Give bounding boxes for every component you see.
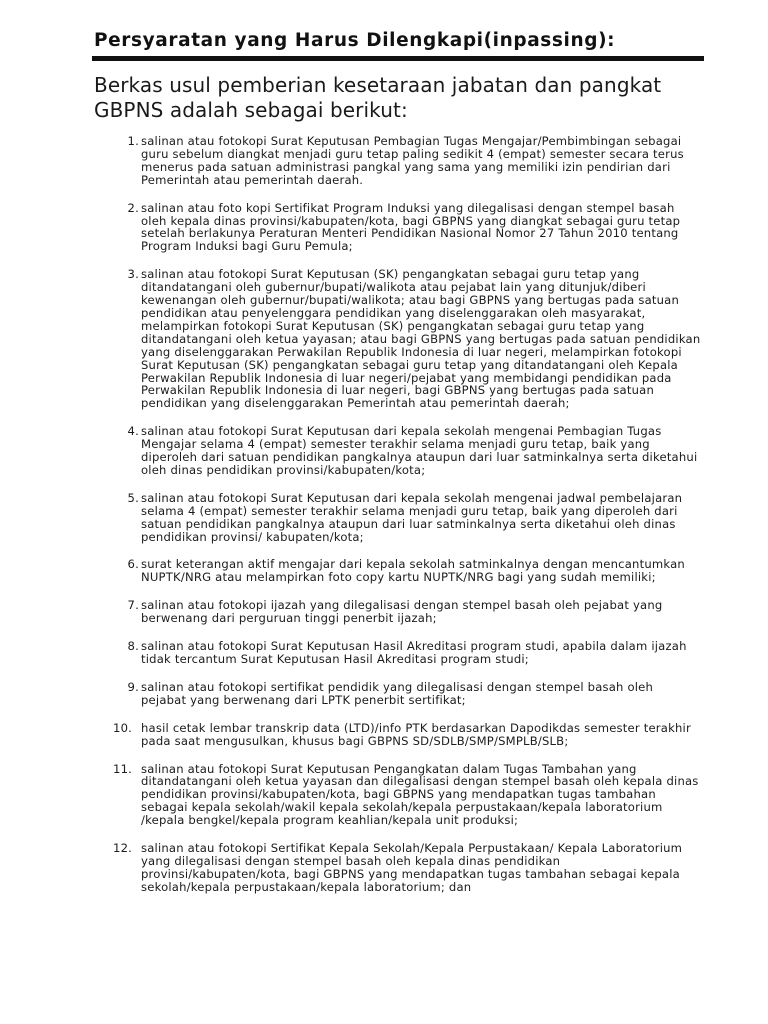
item-number: 12. [113,841,133,856]
requirements-list [94,135,704,894]
item-text: salinan atau fotokopi Surat Keputusan dari kepala sekolah mengenai Pembagian Tugas Mengajar selama 4 (empat) semester terakhir selama menjadi guru tetap, baik yang diperoleh dari satuan pendidikan pangkalnya ataupun dari luar satminkalnya serta diketahui oleh dinas pendidikan provinsi/kabupaten/kota; [141,424,698,477]
item-number: 3. [127,267,139,282]
item-number: 11. [113,761,133,776]
list-item [94,135,701,187]
list-item [94,492,701,544]
item-number: 4. [127,424,139,439]
list-item [94,681,701,707]
title-underline [92,56,704,61]
item-number: 5. [127,490,139,505]
item-number: 2. [127,200,139,215]
item-text: salinan atau fotokopi Surat Keputusan Hasil Akreditasi program studi, apabila dalam ijazah tidak tercantum Surat Keputusan Hasil Akreditasi program studi; [141,639,687,666]
page-title: Persyaratan yang Harus Dilengkapi(inpassing): [94,30,616,51]
item-text: salinan atau fotokopi sertifikat pendidik yang dilegalisasi dengan stempel basah oleh pejabat yang berwenang dari LPTK penerbit sertifikat; [141,679,654,707]
list-item [94,722,701,748]
item-number: 10. [113,720,133,735]
item-text: salinan atau fotokopi Surat Keputusan Pengangkatan dalam Tugas Tambahan yang ditandatangani oleh ketua yayasan dan dilegalisasi dengan stempel basah oleh kepala dinas pendidikan provinsi/kabupaten/kota, bagi GBPNS yang mendapatkan tugas tambahan sebagai kepala sekolah/wakil kepala sekolah/kepala perpustakaan/kepala laboratorium /kepala bengkel/kepala program keahlian/kepala unit produksi; [141,761,699,828]
item-text: salinan atau fotokopi Surat Keputusan Pembagian Tugas Mengajar/Pembimbingan sebagai guru sebelum diangkat menjadi guru tetap paling sedikit 4 (empat) semester secara terus menerus pada satuan administrasi pangkal yang sama yang memiliki izin pendirian dari Pemerintah atau pemerintah daerah. [141,134,684,187]
item-text: salinan atau fotokopi Sertifikat Kepala Sekolah/Kepala Perpustakaan/ Kepala Laboratorium yang dilegalisasi dengan stempel basah oleh kepala dinas pendidikan provinsi/kabupaten/kota, bagi GBPNS yang mendapatkan tugas tambahan sebagai kepala sekolah/kepala perpustakaan/kepala laboratorium; dan [141,841,683,894]
list-item [94,763,701,828]
item-text: hasil cetak lembar transkrip data (LTD)/info PTK berdasarkan Dapodikdas semester terakhir pada saat mengusulkan, khusus bagi GBPNS SD/SDLB/SMP/SMPLB/SLB; [141,720,691,748]
item-number: 7. [127,598,139,613]
list-item [94,640,701,666]
list-item [94,202,701,254]
list-item [94,268,701,410]
list-item [94,425,701,477]
item-text: surat keterangan aktif mengajar dari kepala sekolah satminkalnya dengan mencantumkan NUPTK/NRG atau melampirkan foto copy kartu NUPTK/NRG bagi yang sudah memiliki; [141,557,685,585]
list-item [94,558,701,584]
item-text: salinan atau fotokopi Surat Keputusan (SK) pengangkatan sebagai guru tetap yang ditandatangani oleh gubernur/bupati/walikota atau pejabat lain yang ditunjuk/diberi kewenangan oleh gubernur/bupati/walikota; atau bagi GBPNS yang bertugas pada satuan pendidikan atau penyelenggara pendidikan yang diselenggarakan oleh masyarakat, melampirkan fotokopi Surat Keputusan (SK) pengangkatan sebagai guru tetap yang ditandatangani oleh ketua yayasan; atau bagi GBPNS yang bertugas pada satuan pendidikan yang diselenggarakan Perwakilan Republik Indonesia di luar negeri, melampirkan fotokopi Surat Keputusan (SK) pengangkatan sebagai guru tetap yang ditandatangani oleh Kepala Perwakilan Republik Indonesia di luar negeri/pejabat yang membidangi pendidikan pada Perwakilan Republik Indonesia di luar negeri, bagi GBPNS yang bertugas pada satuan pendidikan yang diselenggarakan Pemerintah atau pemerintah daerah; [141,267,701,411]
list-item [94,599,701,625]
item-number: 8. [127,639,139,654]
item-number: 6. [127,557,139,572]
item-number: 9. [127,679,139,694]
item-number: 1. [127,134,139,148]
list-item [94,842,701,894]
item-text: salinan atau foto kopi Sertifikat Program Induksi yang dilegalisasi dengan stempel basah oleh kepala dinas provinsi/kabupaten/kota, bagi GBPNS yang diangkat sebagai guru tetap setelah berlakunya Peraturan Menteri Pendidikan Nasional Nomor 27 Tahun 2010 tentang Program Induksi bagi Guru Pemula; [141,200,681,254]
intro-paragraph: Berkas usul pemberian kesetaraan jabatan dan pangkat GBPNS adalah sebagai berikut: [94,73,662,122]
item-text: salinan atau fotokopi ijazah yang dilegalisasi dengan stempel basah oleh pejabat yang berwenang dari perguruan tinggi penerbit ijazah; [141,598,663,626]
item-text: salinan atau fotokopi Surat Keputusan dari kepala sekolah mengenai jadwal pembelajaran selama 4 (empat) semester terakhir selama menjadi guru tetap, baik yang diperoleh dari satuan pendidikan pangkalnya ataupun dari luar satminkalnya serta diketahui oleh dinas pendidikan provinsi/ kabupaten/kota; [141,490,683,544]
